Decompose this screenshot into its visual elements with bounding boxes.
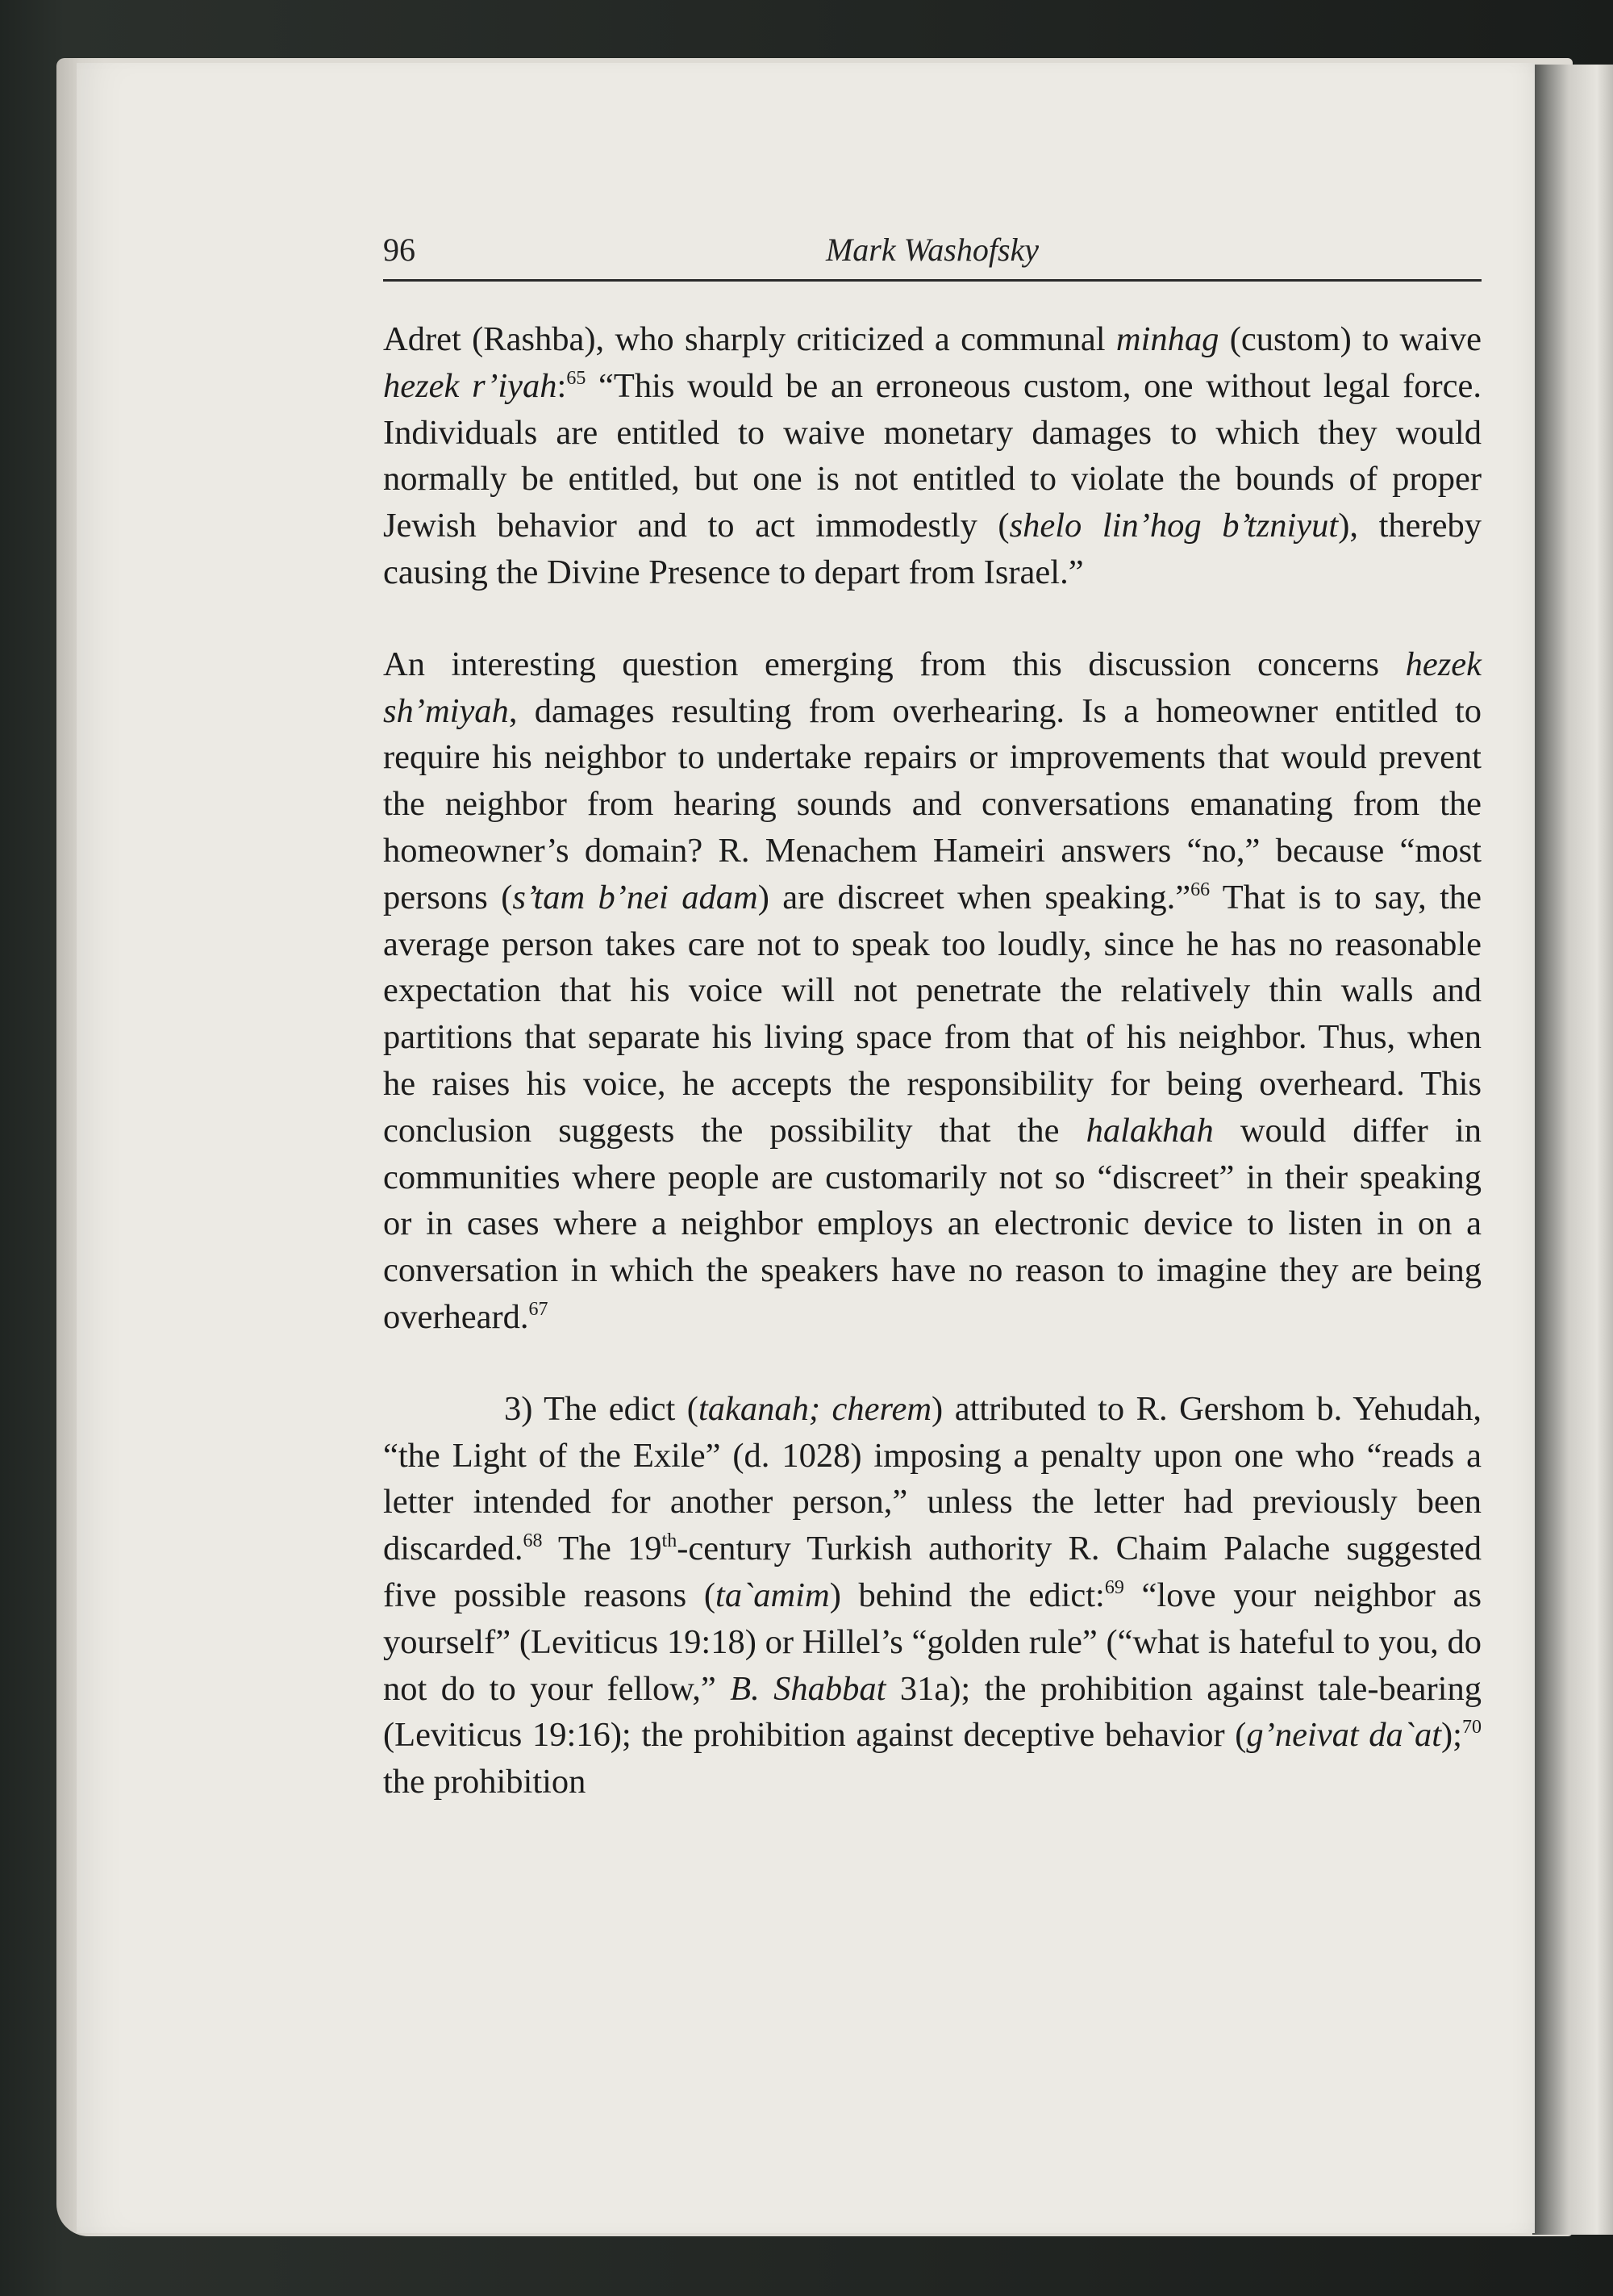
superscript-ordinal: th <box>661 1530 677 1552</box>
footnote-ref: 69 <box>1104 1576 1124 1598</box>
footnote-ref: 66 <box>1190 879 1211 900</box>
paragraph-1: Adret (Rashba), who sharply criticized a communal minhag (custom) to waive hezek r’iyah:$^{65}$ “This would be an erroneous custom, one without legal force. Individuals are entitled to waive monetary damages to which they would normally be entitled, but one is not entitled to violate the bounds of proper Jewish behavior and to act immodestly (shelo lin’hog b’tzniyut), thereby causing the Divine Presence to depart from Israel.” <box>383 320 1482 591</box>
footnote-ref: 70 <box>1462 1717 1482 1739</box>
footnote-ref: 68 <box>523 1530 543 1552</box>
body-text <box>383 316 1482 1805</box>
running-head: Mark Washofsky <box>825 232 1040 268</box>
page-header <box>383 231 1482 282</box>
paragraph-2: An interesting question emerging from this discussion concerns hezek sh’miyah, damages resulting from overhearing. Is a homeowner entitled to require his neighbor to undertake repairs or improvements that would prevent the neighbor from hearing sounds and conversations emanating from the homeowner’s domain? R. Menachem Hameiri answers “no,” because “most persons (s’tam b’nei adam) are discreet when speaking.”$^{66}$ That is to say, the average person takes care not to speak too loudly, since he has no reasonable expectation that his voice will not penetrate the relatively thin walls and partitions that separate his living space from that of his neighbor. Thus, when he raises his voice, he accepts the responsibility for being overheard. This conclusion suggests the possibility that the halakhah would differ in communities where people are customarily not so “discreet” in their speaking or in cases where a neighbor employs an electronic device to listen in on a conversation in which the speakers have no reason to imagine they are being overheard.$^{67}$ <box>383 645 1482 1336</box>
paragraph-3: 3) The edict (takanah; cherem) attributed to R. Gershom b. Yehudah, “the Light of the Exile” (d. 1028) imposing a penalty upon one who “reads a letter intended for another person,” unless the letter had previously been discarded.$^{68}$ The 19th-century Turkish authority R. Chaim Palache suggested five possible reasons (ta`amim) behind the edict:$^{69}$ “love your neighbor as yourself” (Leviticus 19:18) or Hillel’s “golden rule” (“what is hateful to you, do not do to your fellow,” B. Shabbat 31a); the prohibition against tale-bearing (Leviticus 19:16); the prohibition against deceptive behavior (g’neivat da`at);$^{70}$ the prohibition <box>383 1389 1482 1801</box>
footnote-ref: 65 <box>566 367 586 389</box>
page-number: 96 <box>383 232 415 268</box>
right-page-edge <box>1532 65 1613 2235</box>
footnote-ref: 67 <box>528 1298 548 1320</box>
